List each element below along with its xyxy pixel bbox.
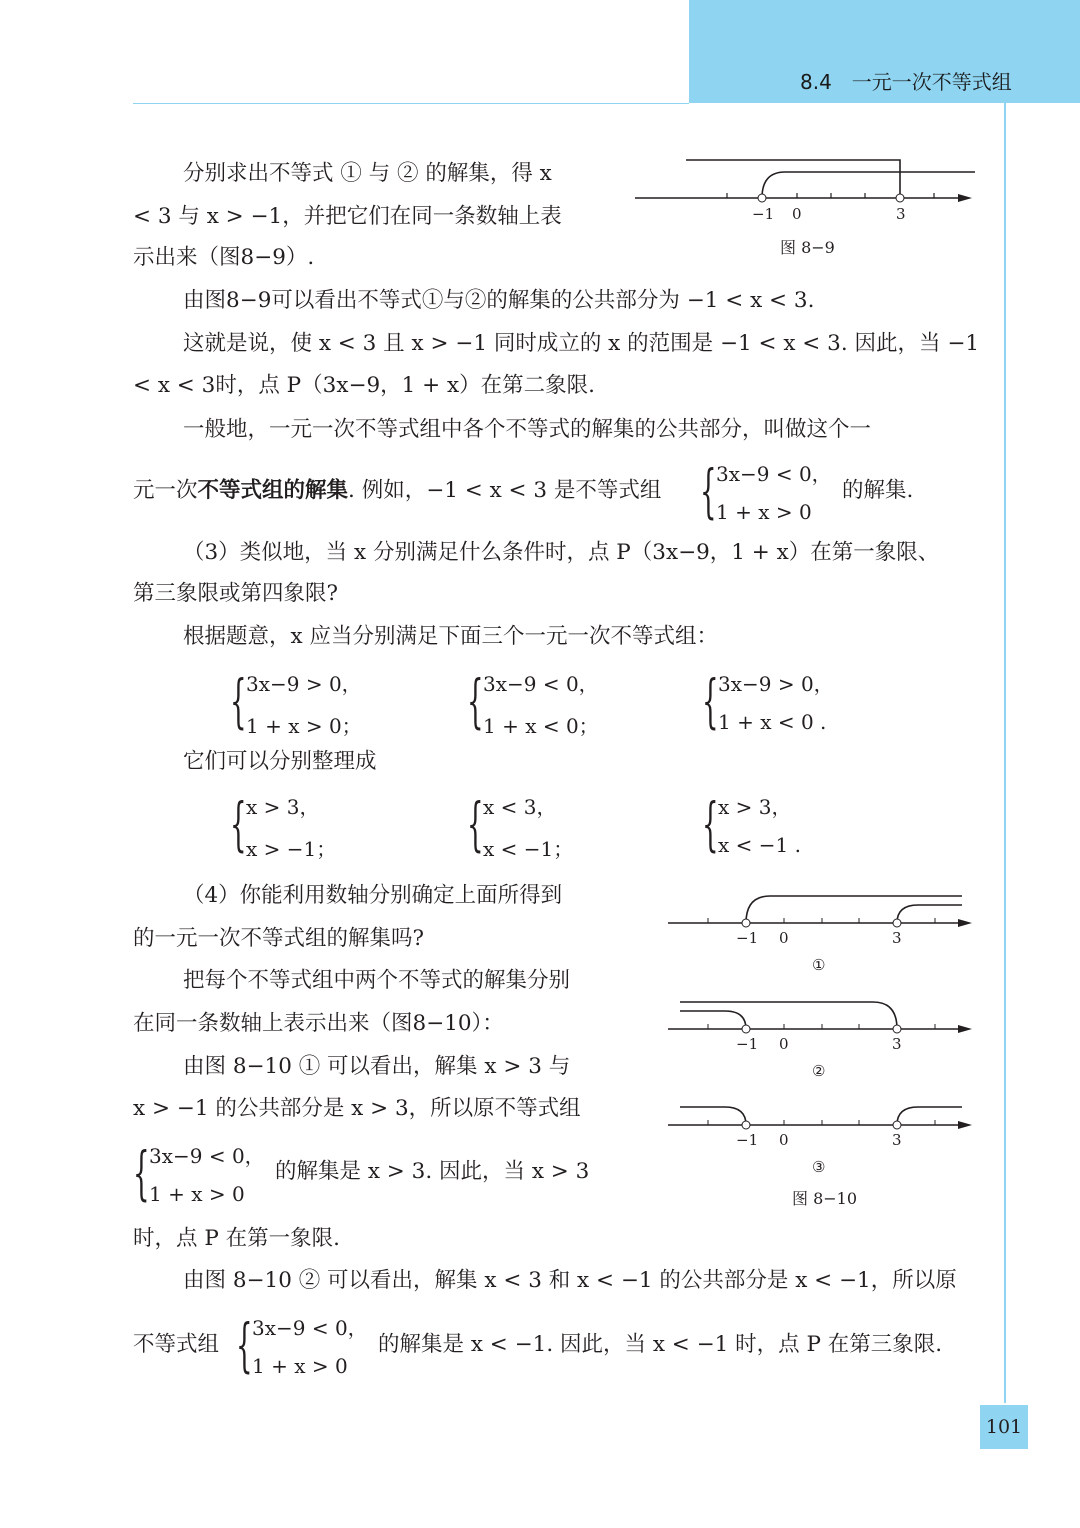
text: 元一次 [133, 478, 198, 503]
text: 的解集是 x < −1. 因此，当 x < −1 时，点 P 在第三象限. [378, 1332, 943, 1357]
text: 的解集是 x > 3. 因此，当 x > 3 [275, 1159, 590, 1184]
inequality: x < −1 . [718, 833, 801, 857]
inequality: 1 + x > 0 [716, 500, 812, 524]
inequality: x < 3， [483, 795, 557, 819]
ray-x-lt-neg1 [680, 1107, 746, 1125]
axis-arrow-icon [958, 194, 972, 202]
ray-x-gt-neg1 [746, 896, 962, 923]
number-line-2 [668, 1002, 972, 1080]
text-line: < x < 3时，点 P（3x−9，1 + x）在第二象限. [133, 373, 595, 398]
open-point [893, 919, 901, 927]
text: . 例如，−1 < x < 3 是不等式组 [348, 478, 662, 503]
brace-icon: { [230, 667, 247, 735]
text-line: 它们可以分别整理成 [183, 749, 377, 774]
tick-label: 0 [779, 1131, 789, 1149]
brace-icon: { [467, 667, 484, 735]
tick-label: 0 [779, 1035, 789, 1053]
open-point [742, 919, 750, 927]
inequality: x < −1； [483, 837, 574, 861]
inequality: 1 + x > 0 [149, 1182, 245, 1206]
inequality: 1 + x < 0； [483, 714, 599, 738]
inequality: 3x−9 > 0， [718, 672, 834, 696]
text-line: 时，点 P 在第一象限. [133, 1226, 340, 1251]
brace-icon: { [702, 667, 719, 735]
ray-x-lt-3 [680, 1002, 897, 1029]
brace-icon: { [702, 790, 719, 858]
inequality: x > 3， [718, 795, 792, 819]
page-number: 101 [980, 1405, 1028, 1449]
brace-icon: { [236, 1311, 253, 1379]
text-line: 由图8−9可以看出不等式①与②的解集的公共部分为 −1 < x < 3. [183, 288, 815, 313]
axis-arrow-icon [958, 919, 972, 927]
tick-label: −1 [752, 205, 775, 223]
section-title: 8.4 一元一次不等式组 [800, 70, 1012, 94]
open-point [893, 1121, 901, 1129]
tick-label: 3 [896, 205, 906, 223]
sub-label: ② [812, 1062, 826, 1080]
open-point [893, 1025, 901, 1033]
text-line: < 3 与 x > −1，并把它们在同一条数轴上表 [133, 204, 562, 229]
text-line: （3）类似地，当 x 分别满足什么条件时，点 P（3x−9，1 + x）在第一象限、 [183, 540, 940, 565]
inequality: 3x−9 < 0， [149, 1144, 265, 1168]
text-line: 的一元一次不等式组的解集吗? [133, 926, 425, 951]
header-rule [133, 103, 689, 104]
tick-label: 0 [779, 929, 789, 947]
term-bold: 不等式组的解集 [197, 478, 349, 503]
sub-label: ③ [812, 1158, 826, 1176]
sub-label: ① [812, 956, 826, 974]
text: 不等式组 [133, 1332, 220, 1357]
tick-label: 0 [792, 205, 802, 223]
inequality: 3x−9 < 0， [252, 1316, 368, 1340]
open-point-neg1 [758, 194, 766, 202]
text-line: 由图 8−10 ② 可以看出，解集 x < 3 和 x < −1 的公共部分是 x < −1，所以原 [183, 1268, 957, 1293]
ray-x-gt-3 [897, 1107, 962, 1125]
tick-label: −1 [736, 929, 759, 947]
inequality: 3x−9 > 0， [246, 672, 362, 696]
brace-icon: { [133, 1139, 150, 1207]
tick-label: −1 [736, 1035, 759, 1053]
figure-8-10-number-lines [660, 880, 980, 1210]
axis-arrow-icon [958, 1025, 972, 1033]
open-point-3 [896, 194, 904, 202]
text-line: 分别求出不等式 ① 与 ② 的解集，得 x [183, 161, 552, 186]
brace-icon: { [467, 790, 484, 858]
brace-icon: { [230, 790, 247, 858]
figure-caption: 图 8−9 [780, 238, 835, 257]
text-line: （4）你能利用数轴分别确定上面所得到 [183, 883, 563, 908]
inequality: 3x−9 < 0， [716, 462, 832, 486]
figure-caption: 图 8−10 [792, 1189, 858, 1208]
solution-ray-x-lt-3 [686, 160, 900, 198]
inequality: 1 + x > 0 [252, 1354, 348, 1378]
solution-ray-x-gt-neg1 [762, 172, 975, 198]
inequality: 3x−9 < 0， [483, 672, 599, 696]
definition-line [133, 478, 661, 504]
inequality: x > −1； [246, 837, 337, 861]
tick-label: 3 [892, 1035, 902, 1053]
tick-label: −1 [736, 1131, 759, 1149]
text-line: 示出来（图8−9）. [133, 245, 315, 270]
axis-arrow-icon [958, 1121, 972, 1129]
text-line: 把每个不等式组中两个不等式的解集分别 [183, 968, 571, 993]
open-point [742, 1025, 750, 1033]
text-line: 由图 8−10 ① 可以看出，解集 x > 3 与 [183, 1054, 571, 1079]
ray-x-lt-neg1 [680, 1011, 746, 1029]
inequality: 1 + x < 0 . [718, 710, 827, 734]
margin-rule [1004, 103, 1006, 1403]
number-line-3 [668, 1107, 972, 1176]
text-line: 在同一条数轴上表示出来（图8−10）： [133, 1011, 504, 1036]
text-line: 第三象限或第四象限? [133, 581, 339, 606]
ray-x-gt-3 [897, 905, 962, 923]
text: 的解集. [842, 478, 914, 503]
tick-label: 3 [892, 929, 902, 947]
inequality: x > 3， [246, 795, 320, 819]
text-line: 一般地，一元一次不等式组中各个不等式的解集的公共部分，叫做这个一 [183, 417, 872, 442]
inequality: 1 + x > 0； [246, 714, 362, 738]
text-line: 根据题意，x 应当分别满足下面三个一元一次不等式组： [183, 624, 718, 649]
figure-8-9-number-line [630, 150, 980, 230]
text-line: 这就是说，使 x < 3 且 x > −1 同时成立的 x 的范围是 −1 < x < 3. 因此，当 −1 [183, 331, 980, 356]
number-line-1 [668, 896, 972, 974]
open-point [742, 1121, 750, 1129]
brace-icon: { [700, 457, 717, 525]
tick-label: 3 [892, 1131, 902, 1149]
text-line: x > −1 的公共部分是 x > 3，所以原不等式组 [133, 1096, 581, 1121]
